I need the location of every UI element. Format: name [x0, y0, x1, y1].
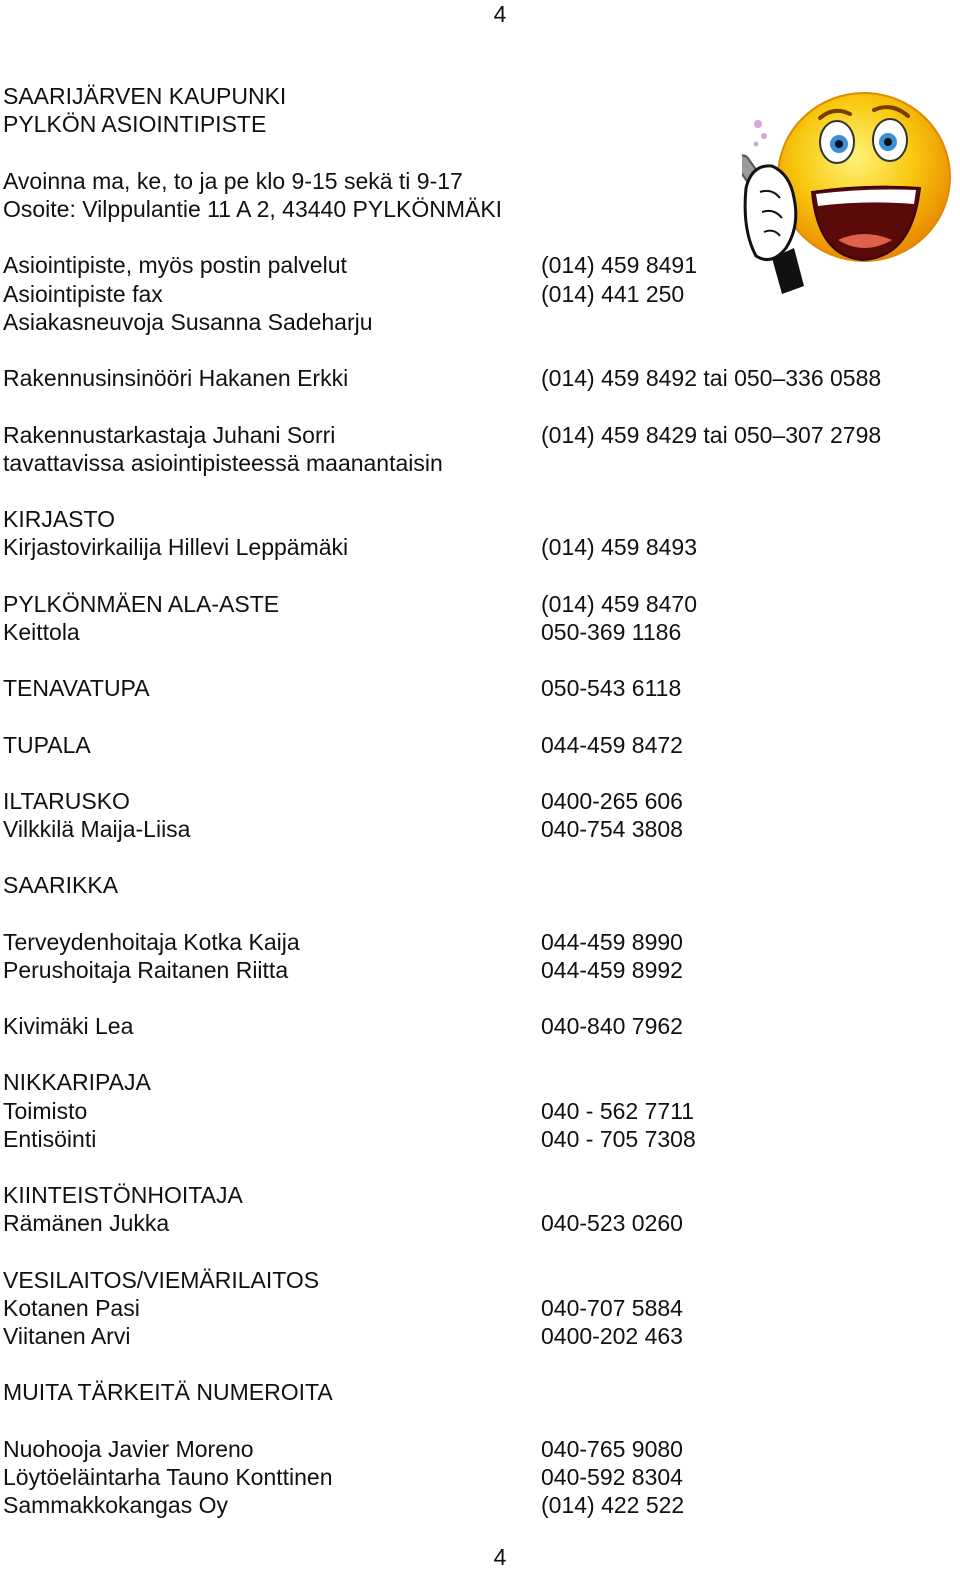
section-heading: MUITA TÄRKEITÄ NUMEROITA: [3, 1379, 333, 1405]
page-number-bottom: 4: [493, 1544, 507, 1570]
row-label: Asiointipiste, myös postin palvelut: [3, 252, 347, 278]
row-phone: (014) 441 250: [541, 281, 685, 307]
row-label: Toimisto: [3, 1098, 88, 1124]
row-phone: 050-369 1186: [541, 619, 682, 645]
row-note: tavattavissa asiointipisteessä maanantaisin: [3, 450, 443, 476]
row-label: Rämänen Jukka: [3, 1210, 170, 1236]
row-phone: (014) 422 522: [541, 1492, 685, 1518]
smiley-phone-icon: [742, 80, 952, 300]
row-label: Asiakasneuvoja Susanna Sadeharju: [3, 309, 373, 335]
row-phone: 040 - 705 7308: [541, 1126, 696, 1152]
row-phone: 050-543 6118: [541, 675, 682, 701]
row-phone: 040-765 9080: [541, 1436, 683, 1462]
row-label: Asiointipiste fax: [3, 281, 163, 307]
row-phone: 040-840 7962: [541, 1013, 683, 1039]
section-heading: NIKKARIPAJA: [3, 1069, 151, 1095]
row-phone: 0400-265 606: [541, 788, 683, 814]
row-label: Vilkkilä Maija-Liisa: [3, 816, 191, 842]
row-label: Rakennustarkastaja Juhani Sorri: [3, 422, 336, 448]
header-line-1: SAARIJÄRVEN KAUPUNKI: [3, 83, 287, 109]
section-heading: KIRJASTO: [3, 506, 116, 532]
row-phone: 044-459 8472: [541, 732, 683, 758]
row-phone: (014) 459 8470: [541, 591, 698, 617]
row-label: Kivimäki Lea: [3, 1013, 134, 1039]
row-phone: (014) 459 8493: [541, 534, 698, 560]
row-label: TENAVATUPA: [3, 675, 150, 701]
row-phone: 040-523 0260: [541, 1210, 683, 1236]
row-label: Nuohooja Javier Moreno: [3, 1436, 254, 1462]
row-label: Keittola: [3, 619, 80, 645]
row-phone: 040 - 562 7711: [541, 1098, 695, 1124]
section-heading: VESILAITOS/VIEMÄRILAITOS: [3, 1267, 320, 1293]
row-phone: (014) 459 8491: [541, 252, 698, 278]
row-phone: 0400-202 463: [541, 1323, 683, 1349]
row-label: Rakennusinsinööri Hakanen Erkki: [3, 365, 349, 391]
row-label: ILTARUSKO: [3, 788, 130, 814]
opening-hours: Avoinna ma, ke, to ja pe klo 9-15 sekä ti 9-17: [3, 168, 463, 194]
row-label: PYLKÖNMÄEN ALA-ASTE: [3, 591, 280, 617]
row-phone: (014) 459 8429 tai 050–307 2798: [541, 422, 882, 448]
row-label: Sammakkokangas Oy: [3, 1492, 228, 1518]
row-label: Löytöeläintarha Tauno Konttinen: [3, 1464, 333, 1490]
header-line-2: PYLKÖN ASIOINTIPISTE: [3, 111, 267, 137]
row-phone: 040-592 8304: [541, 1464, 683, 1490]
row-label: Perushoitaja Raitanen Riitta: [3, 957, 289, 983]
address: Osoite: Vilppulantie 11 A 2, 43440 PYLKÖNMÄKI: [3, 196, 503, 222]
row-phone: 044-459 8990: [541, 929, 683, 955]
row-label: Kotanen Pasi: [3, 1295, 140, 1321]
row-label: Kirjastovirkailija Hillevi Leppämäki: [3, 534, 349, 560]
row-label: Terveydenhoitaja Kotka Kaija: [3, 929, 300, 955]
section-heading: KIINTEISTÖNHOITAJA: [3, 1182, 243, 1208]
row-label: TUPALA: [3, 732, 91, 758]
row-phone: 040-707 5884: [541, 1295, 683, 1321]
row-phone: 040-754 3808: [541, 816, 683, 842]
row-label: Viitanen Arvi: [3, 1323, 131, 1349]
row-phone: 044-459 8992: [541, 957, 683, 983]
section-heading: SAARIKKA: [3, 872, 119, 898]
row-phone: (014) 459 8492 tai 050–336 0588: [541, 365, 882, 391]
row-label: Entisöinti: [3, 1126, 97, 1152]
page-number-top: 4: [493, 1, 507, 27]
